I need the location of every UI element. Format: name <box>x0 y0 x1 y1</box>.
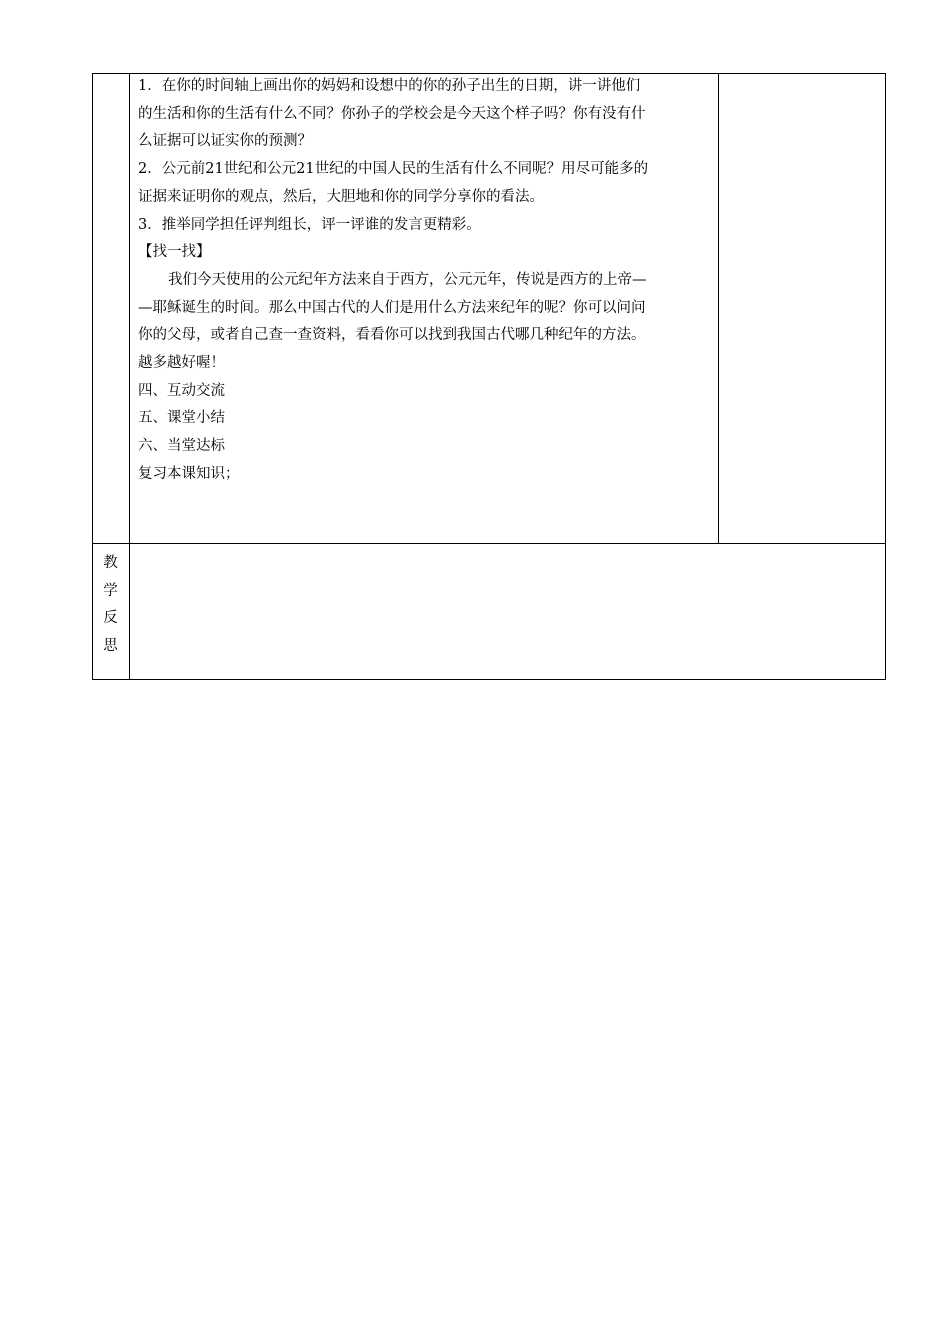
text-line: 2．公元前21世纪和公元21世纪的中国人民的生活有什么不同呢？用尽可能多的 <box>138 161 649 178</box>
table-bottom-border <box>92 679 886 680</box>
section-heading-interaction: 四、互动交流 <box>138 382 225 399</box>
table-middle-border <box>92 543 886 544</box>
label-char: 学 <box>103 582 118 599</box>
text-line: —耶稣诞生的时间。那么中国古代的人们是用什么方法来纪年的呢？你可以问问 <box>138 299 646 316</box>
text-line: 的生活和你的生活有什么不同？你孙子的学校会是今天这个样子吗？你有没有什 <box>138 105 646 122</box>
text-line: 证据来证明你的观点，然后，大胆地和你的同学分享你的看法。 <box>138 188 544 205</box>
table-right-border <box>885 73 886 680</box>
label-char: 教 <box>103 555 118 571</box>
label-char: 反 <box>103 610 118 626</box>
table-label-column-border <box>129 73 130 680</box>
section-heading-find: 【找一找】 <box>138 244 211 261</box>
label-char: 思 <box>103 637 118 654</box>
text-line: 1．在你的时间轴上画出你的妈妈和设想中的你的孙子出生的日期，讲一讲他们 <box>138 78 641 94</box>
text-line: 么证据可以证实你的预测？ <box>138 133 312 150</box>
text-line: 3．推举同学担任评判组长，评一评谁的发言更精彩。 <box>138 216 481 233</box>
text-line: 你的父母，或者自己查一查资料，看看你可以找到我国古代哪几种纪年的方法。 <box>138 327 646 344</box>
section-heading-summary: 五、课堂小结 <box>138 410 225 427</box>
main-content-cell <box>138 73 728 489</box>
section-heading-assessment: 六、当堂达标 <box>138 438 225 455</box>
text-line: 我们今天使用的公元纪年方法来自于西方，公元元年，传说是西方的上帝— <box>168 271 647 288</box>
text-line: 复习本课知识； <box>138 465 240 482</box>
text-line: 越多越好喔！ <box>138 355 225 372</box>
teaching-reflection-label <box>92 550 129 660</box>
